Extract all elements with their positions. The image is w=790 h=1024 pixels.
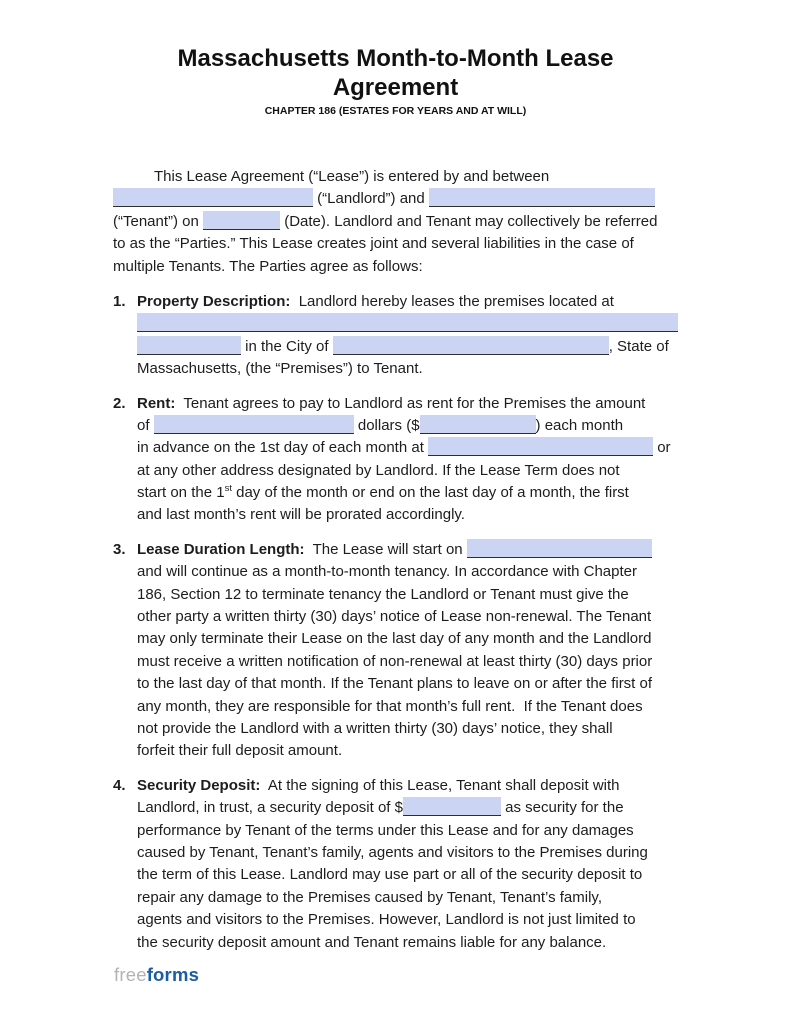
document-line — [137, 740, 678, 762]
document-line — [137, 561, 678, 583]
text-run: ) each month — [535, 416, 624, 434]
document-line — [113, 233, 678, 255]
document-line — [137, 775, 678, 797]
form-field-blank[interactable] — [203, 211, 280, 230]
page-title-line-1: Massachusetts Month-to-Month Lease — [177, 45, 614, 72]
section-heading: Lease Duration Length: — [137, 540, 305, 558]
form-field-blank[interactable] — [333, 336, 609, 355]
document-line — [113, 256, 678, 278]
text-run: start on the 1 — [137, 484, 225, 502]
document-line — [137, 932, 678, 954]
text-run: repair any damage to the Premises caused by Tenant, Tenant’s family, — [137, 888, 602, 906]
document — [113, 38, 678, 966]
section-heading: Rent: — [137, 394, 176, 412]
text-run: This Lease Agreement (“Lease”) is entered by and between — [154, 168, 550, 185]
page-title-line-2: Agreement — [332, 74, 459, 101]
text-run: to the last day of that month. If the Tenant plans to leave on or after the first of — [137, 675, 653, 693]
page-subtitle: CHAPTER 186 (ESTATES FOR YEARS AND AT WILL) — [264, 105, 527, 117]
document-line — [137, 606, 678, 628]
text-run: day of the month or end on the last day of a month, the first — [231, 484, 629, 502]
document-line — [137, 539, 678, 561]
section-4 — [113, 775, 678, 954]
document-line — [113, 188, 678, 210]
document-line — [137, 482, 678, 504]
text-run: agents and visitors to the Premises. However, Landlord is not just limited to — [137, 911, 636, 929]
text-run: may only terminate their Lease on the last day of any month and the Landlord — [137, 630, 652, 648]
logo-text-forms: forms — [146, 964, 200, 985]
document-line — [137, 358, 678, 380]
document-line — [137, 313, 678, 335]
text-run: the security deposit amount and Tenant remains liable for any balance. — [137, 933, 607, 951]
document-line — [137, 696, 678, 718]
document-line — [137, 651, 678, 673]
section-number: 1. — [113, 292, 126, 310]
text-run: to as the “Parties.” This Lease creates joint and several liabilities in the case of — [113, 235, 634, 253]
text-run: other party a written thirty (30) days’ notice of Lease non-renewal. The Tenant — [137, 608, 652, 626]
text-run: The Lease will start on — [304, 540, 467, 558]
superscript-text: st — [224, 483, 232, 495]
logo-text-free: free — [114, 964, 147, 985]
document-line — [137, 460, 678, 482]
document-body — [113, 166, 678, 954]
text-run: , State of — [608, 337, 669, 355]
text-run: caused by Tenant, Tenant’s family, agents and visitors to the Premises during — [137, 843, 648, 861]
text-run: and will continue as a month-to-month tenancy. In accordance with Chapter — [137, 563, 637, 581]
document-line — [137, 504, 678, 526]
text-run: performance by Tenant of the terms under this Lease and for any damages — [137, 821, 634, 839]
page-title — [113, 44, 678, 102]
section-heading: Property Description: — [137, 292, 291, 310]
document-line — [137, 336, 678, 358]
text-run: at any other address designated by Landlord. If the Lease Term does not — [137, 461, 620, 479]
form-field-blank[interactable] — [420, 415, 536, 434]
text-run: Landlord, in trust, a security deposit of $ — [137, 799, 403, 817]
section-3 — [113, 539, 678, 763]
document-line — [137, 797, 678, 819]
document-line — [137, 628, 678, 650]
section-number: 4. — [113, 776, 126, 794]
text-run: the term of this Lease. Landlord may use part or all of the security deposit to — [137, 866, 643, 884]
document-line — [137, 415, 678, 437]
text-run: any month, they are responsible for that month’s full rent. If the Tenant does — [137, 697, 643, 715]
document-line — [137, 909, 678, 931]
form-field-blank[interactable] — [403, 797, 501, 816]
document-line — [137, 820, 678, 842]
text-run: (“Tenant”) on — [113, 212, 204, 230]
document-line — [137, 291, 678, 313]
text-run: as security for the — [500, 799, 624, 817]
intro-paragraph — [113, 166, 678, 278]
form-field-blank[interactable] — [428, 437, 653, 456]
text-run: of — [137, 416, 154, 434]
text-run: must receive a written notification of non-renewal at least thirty (30) days prior — [137, 652, 653, 670]
freeforms-logo — [114, 964, 199, 986]
text-run: Massachusetts, (the “Premises”) to Tenant. — [137, 360, 423, 378]
document-line — [137, 864, 678, 886]
text-run: and last month’s rent will be prorated accordingly. — [137, 506, 465, 524]
text-run: not provide the Landlord with a written thirty (30) days’ notice, they shall — [137, 719, 613, 737]
section-number: 2. — [113, 394, 126, 412]
text-run: Landlord hereby leases the premises located at — [290, 292, 614, 310]
form-field-blank[interactable] — [137, 336, 241, 355]
text-run: dollars ($ — [353, 416, 420, 434]
text-run: in the City of — [241, 337, 333, 355]
text-run: forfeit their full deposit amount. — [137, 742, 343, 760]
text-run: At the signing of this Lease, Tenant shall deposit with — [260, 776, 620, 794]
document-line — [113, 211, 678, 233]
document-line — [137, 437, 678, 459]
form-field-blank[interactable] — [429, 188, 655, 207]
form-field-blank[interactable] — [137, 313, 678, 332]
document-line — [137, 584, 678, 606]
form-field-blank[interactable] — [154, 415, 354, 434]
document-line — [137, 842, 678, 864]
document-line — [137, 887, 678, 909]
text-run: in advance on the 1st day of each month at — [137, 439, 429, 457]
section-2 — [113, 393, 678, 527]
text-run: (“Landlord”) and — [313, 190, 429, 208]
text-run: (Date). Landlord and Tenant may collectively be referred — [280, 212, 658, 230]
text-run: Tenant agrees to pay to Landlord as rent for the Premises the amount — [175, 394, 646, 412]
text-run: multiple Tenants. The Parties agree as follows: — [113, 257, 423, 275]
form-field-blank[interactable] — [113, 188, 313, 207]
document-line — [137, 673, 678, 695]
document-line — [137, 393, 678, 415]
document-line — [137, 718, 678, 740]
section-number: 3. — [113, 540, 126, 558]
text-run: 186, Section 12 to terminate tenancy the Landlord or Tenant must give the — [137, 585, 629, 603]
text-run: or — [653, 439, 671, 457]
document-line — [113, 166, 678, 188]
form-field-blank[interactable] — [467, 539, 652, 558]
section-heading: Security Deposit: — [137, 776, 261, 794]
section-1 — [113, 291, 678, 381]
